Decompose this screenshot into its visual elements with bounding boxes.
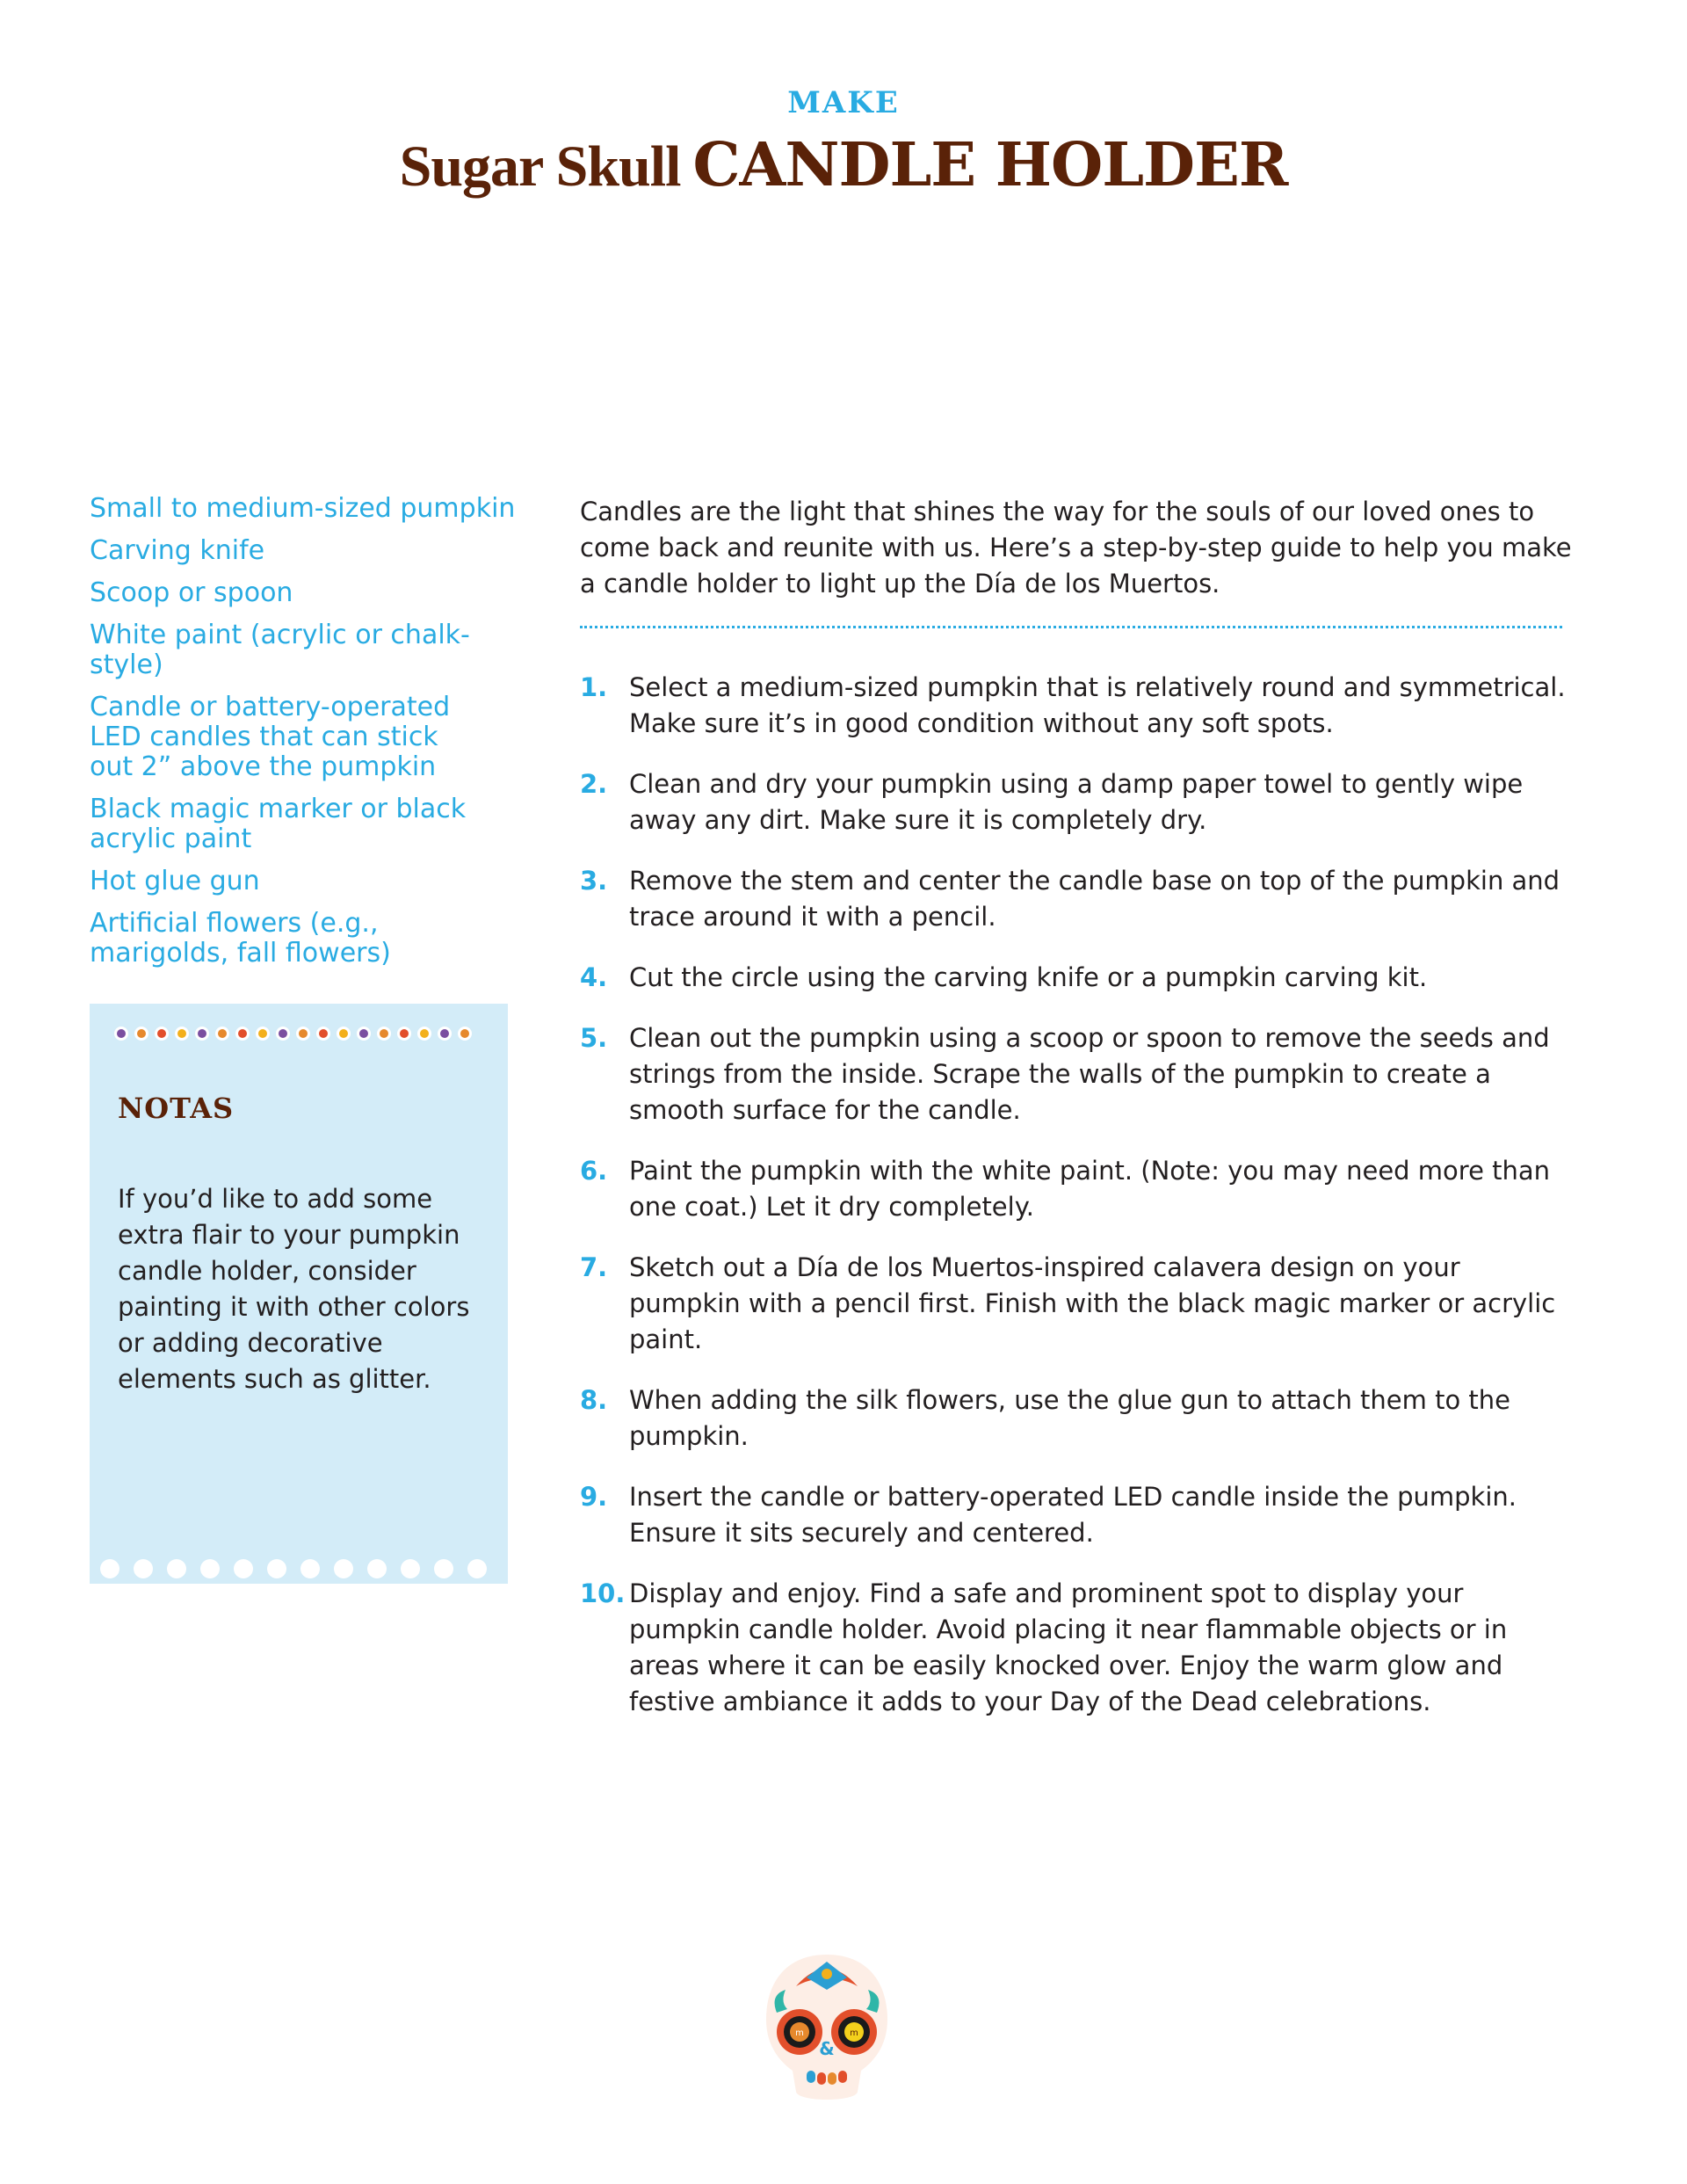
instructions bbox=[580, 494, 1573, 1716]
step-item bbox=[580, 1382, 1573, 1455]
decorative-dot-icon bbox=[458, 1027, 472, 1041]
step-text: When adding the silk flowers, use the glue gun to attach them to the pumpkin. bbox=[629, 1385, 1511, 1451]
step-item bbox=[580, 766, 1573, 838]
step-number: 1. bbox=[580, 672, 608, 702]
step-number: 2. bbox=[580, 769, 608, 799]
supply-item: Hot glue gun bbox=[90, 866, 260, 896]
step-item bbox=[580, 670, 1573, 742]
step-text: Insert the candle or battery-operated LED candle inside the pumpkin. Ensure it sits securely and centered. bbox=[629, 1482, 1517, 1548]
sugar-skull-logo-icon bbox=[761, 1951, 893, 2109]
scallop-hole bbox=[434, 1559, 453, 1578]
scallop-hole bbox=[467, 1559, 487, 1578]
supply-item: Scoop or spoon bbox=[90, 577, 293, 608]
decorative-dot-icon bbox=[155, 1027, 169, 1041]
step-item bbox=[580, 1576, 1573, 1720]
decorative-dot-icon bbox=[417, 1027, 431, 1041]
kicker-make: MAKE bbox=[787, 85, 900, 120]
step-item bbox=[580, 960, 1573, 996]
step-number: 3. bbox=[580, 866, 608, 896]
step-item bbox=[580, 1020, 1573, 1128]
scallop-hole bbox=[367, 1559, 387, 1578]
step-text: Select a medium-sized pumpkin that is relatively round and symmetrical. Make sure it’s in good condition without any soft spots. bbox=[629, 672, 1566, 738]
step-number: 6. bbox=[580, 1156, 608, 1186]
supply-item: Candle or battery-operated LED candles that can stick out 2” above the pumpkin bbox=[90, 692, 451, 782]
step-item bbox=[580, 1479, 1573, 1551]
supply-item: Artificial flowers (e.g., marigolds, fall flowers) bbox=[90, 908, 391, 969]
scallop-hole bbox=[234, 1559, 253, 1578]
supplies-list bbox=[90, 494, 529, 981]
scallop-hole bbox=[401, 1559, 420, 1578]
steps-list bbox=[580, 670, 1573, 1745]
supply-item: Black magic marker or black acrylic paint bbox=[90, 794, 467, 854]
dotted-divider bbox=[580, 626, 1562, 628]
decorative-dot-icon bbox=[337, 1027, 351, 1041]
page-title bbox=[0, 130, 1687, 200]
supply-item: Carving knife bbox=[90, 535, 265, 566]
scallop-hole bbox=[200, 1559, 220, 1578]
step-item bbox=[580, 1153, 1573, 1225]
decorative-dot-icon bbox=[256, 1027, 270, 1041]
step-number: 9. bbox=[580, 1482, 608, 1512]
decorative-dot-icon bbox=[114, 1027, 128, 1041]
step-text: Display and enjoy. Find a safe and prominent spot to display your pumpkin candle holder. Avoid placing it near flammable objects or in areas where it can be easily knocked over. Enjoy the warm glow and festive ambiance it adds to your Day of the Dead celebrations. bbox=[629, 1578, 1508, 1716]
scallop-hole bbox=[300, 1559, 320, 1578]
step-number: 5. bbox=[580, 1023, 608, 1053]
scallop-hole bbox=[134, 1559, 153, 1578]
step-number: 8. bbox=[580, 1385, 608, 1415]
decorative-dot-icon bbox=[397, 1027, 411, 1041]
step-text: Sketch out a Día de los Muertos-inspired calavera design on your pumpkin with a pencil first. Finish with the black magic marker or acrylic paint. bbox=[629, 1252, 1556, 1354]
step-text: Cut the circle using the carving knife or a pumpkin carving kit. bbox=[629, 962, 1428, 992]
decorative-dot-icon bbox=[215, 1027, 229, 1041]
svg-text:m: m bbox=[850, 2028, 858, 2038]
page-header bbox=[0, 85, 1687, 200]
decorative-dot-icon bbox=[316, 1027, 330, 1041]
decorative-dot-icon bbox=[235, 1027, 250, 1041]
step-number: 10. bbox=[580, 1578, 626, 1608]
decorative-dot-icon bbox=[276, 1027, 290, 1041]
step-item bbox=[580, 863, 1573, 935]
scalloped-edge bbox=[100, 1559, 487, 1578]
step-text: Clean and dry your pumpkin using a damp paper towel to gently wipe away any dirt. Make sure it is completely dry. bbox=[629, 769, 1524, 835]
step-number: 4. bbox=[580, 962, 608, 992]
decorative-dot-icon bbox=[296, 1027, 310, 1041]
decorative-dot-icon bbox=[377, 1027, 391, 1041]
supply-item: White paint (acrylic or chalk-style) bbox=[90, 620, 470, 680]
notes-body: If you’d like to add some extra flair to your pumpkin candle holder, consider painting it with other colors or adding decorative elements such as glitter. bbox=[118, 1184, 470, 1394]
notes-card bbox=[90, 1004, 508, 1584]
step-text: Clean out the pumpkin using a scoop or spoon to remove the seeds and strings from the inside. Scrape the walls of the pumpkin to create a smooth surface for the candle. bbox=[629, 1023, 1550, 1125]
decorative-dot-icon bbox=[175, 1027, 189, 1041]
decorative-dot-icon bbox=[195, 1027, 209, 1041]
decorative-dot-icon bbox=[438, 1027, 452, 1041]
title-script: Sugar Skull bbox=[399, 134, 681, 199]
step-text: Paint the pumpkin with the white paint. (Note: you may need more than one coat.) Let it dry completely. bbox=[629, 1156, 1551, 1222]
notes-title: NOTAS bbox=[118, 1092, 235, 1125]
title-bold: CANDLE HOLDER bbox=[692, 130, 1288, 200]
step-number: 7. bbox=[580, 1252, 608, 1282]
decorative-dot-row bbox=[114, 1027, 472, 1041]
step-item bbox=[580, 1250, 1573, 1358]
step-text: Remove the stem and center the candle base on top of the pumpkin and trace around it with a pencil. bbox=[629, 866, 1560, 932]
intro-paragraph: Candles are the light that shines the way for the souls of our loved ones to come back and reunite with us. Here’s a step-by-step guide to help you make a candle holder to light up the Día de los Muertos. bbox=[580, 497, 1572, 599]
scallop-hole bbox=[334, 1559, 353, 1578]
svg-text:&: & bbox=[819, 2038, 835, 2059]
scallop-hole bbox=[100, 1559, 119, 1578]
decorative-dot-icon bbox=[357, 1027, 371, 1041]
scallop-hole bbox=[167, 1559, 186, 1578]
svg-text:m: m bbox=[795, 2028, 804, 2038]
supply-item: Small to medium-sized pumpkin bbox=[90, 493, 516, 524]
scallop-hole bbox=[267, 1559, 286, 1578]
decorative-dot-icon bbox=[134, 1027, 148, 1041]
